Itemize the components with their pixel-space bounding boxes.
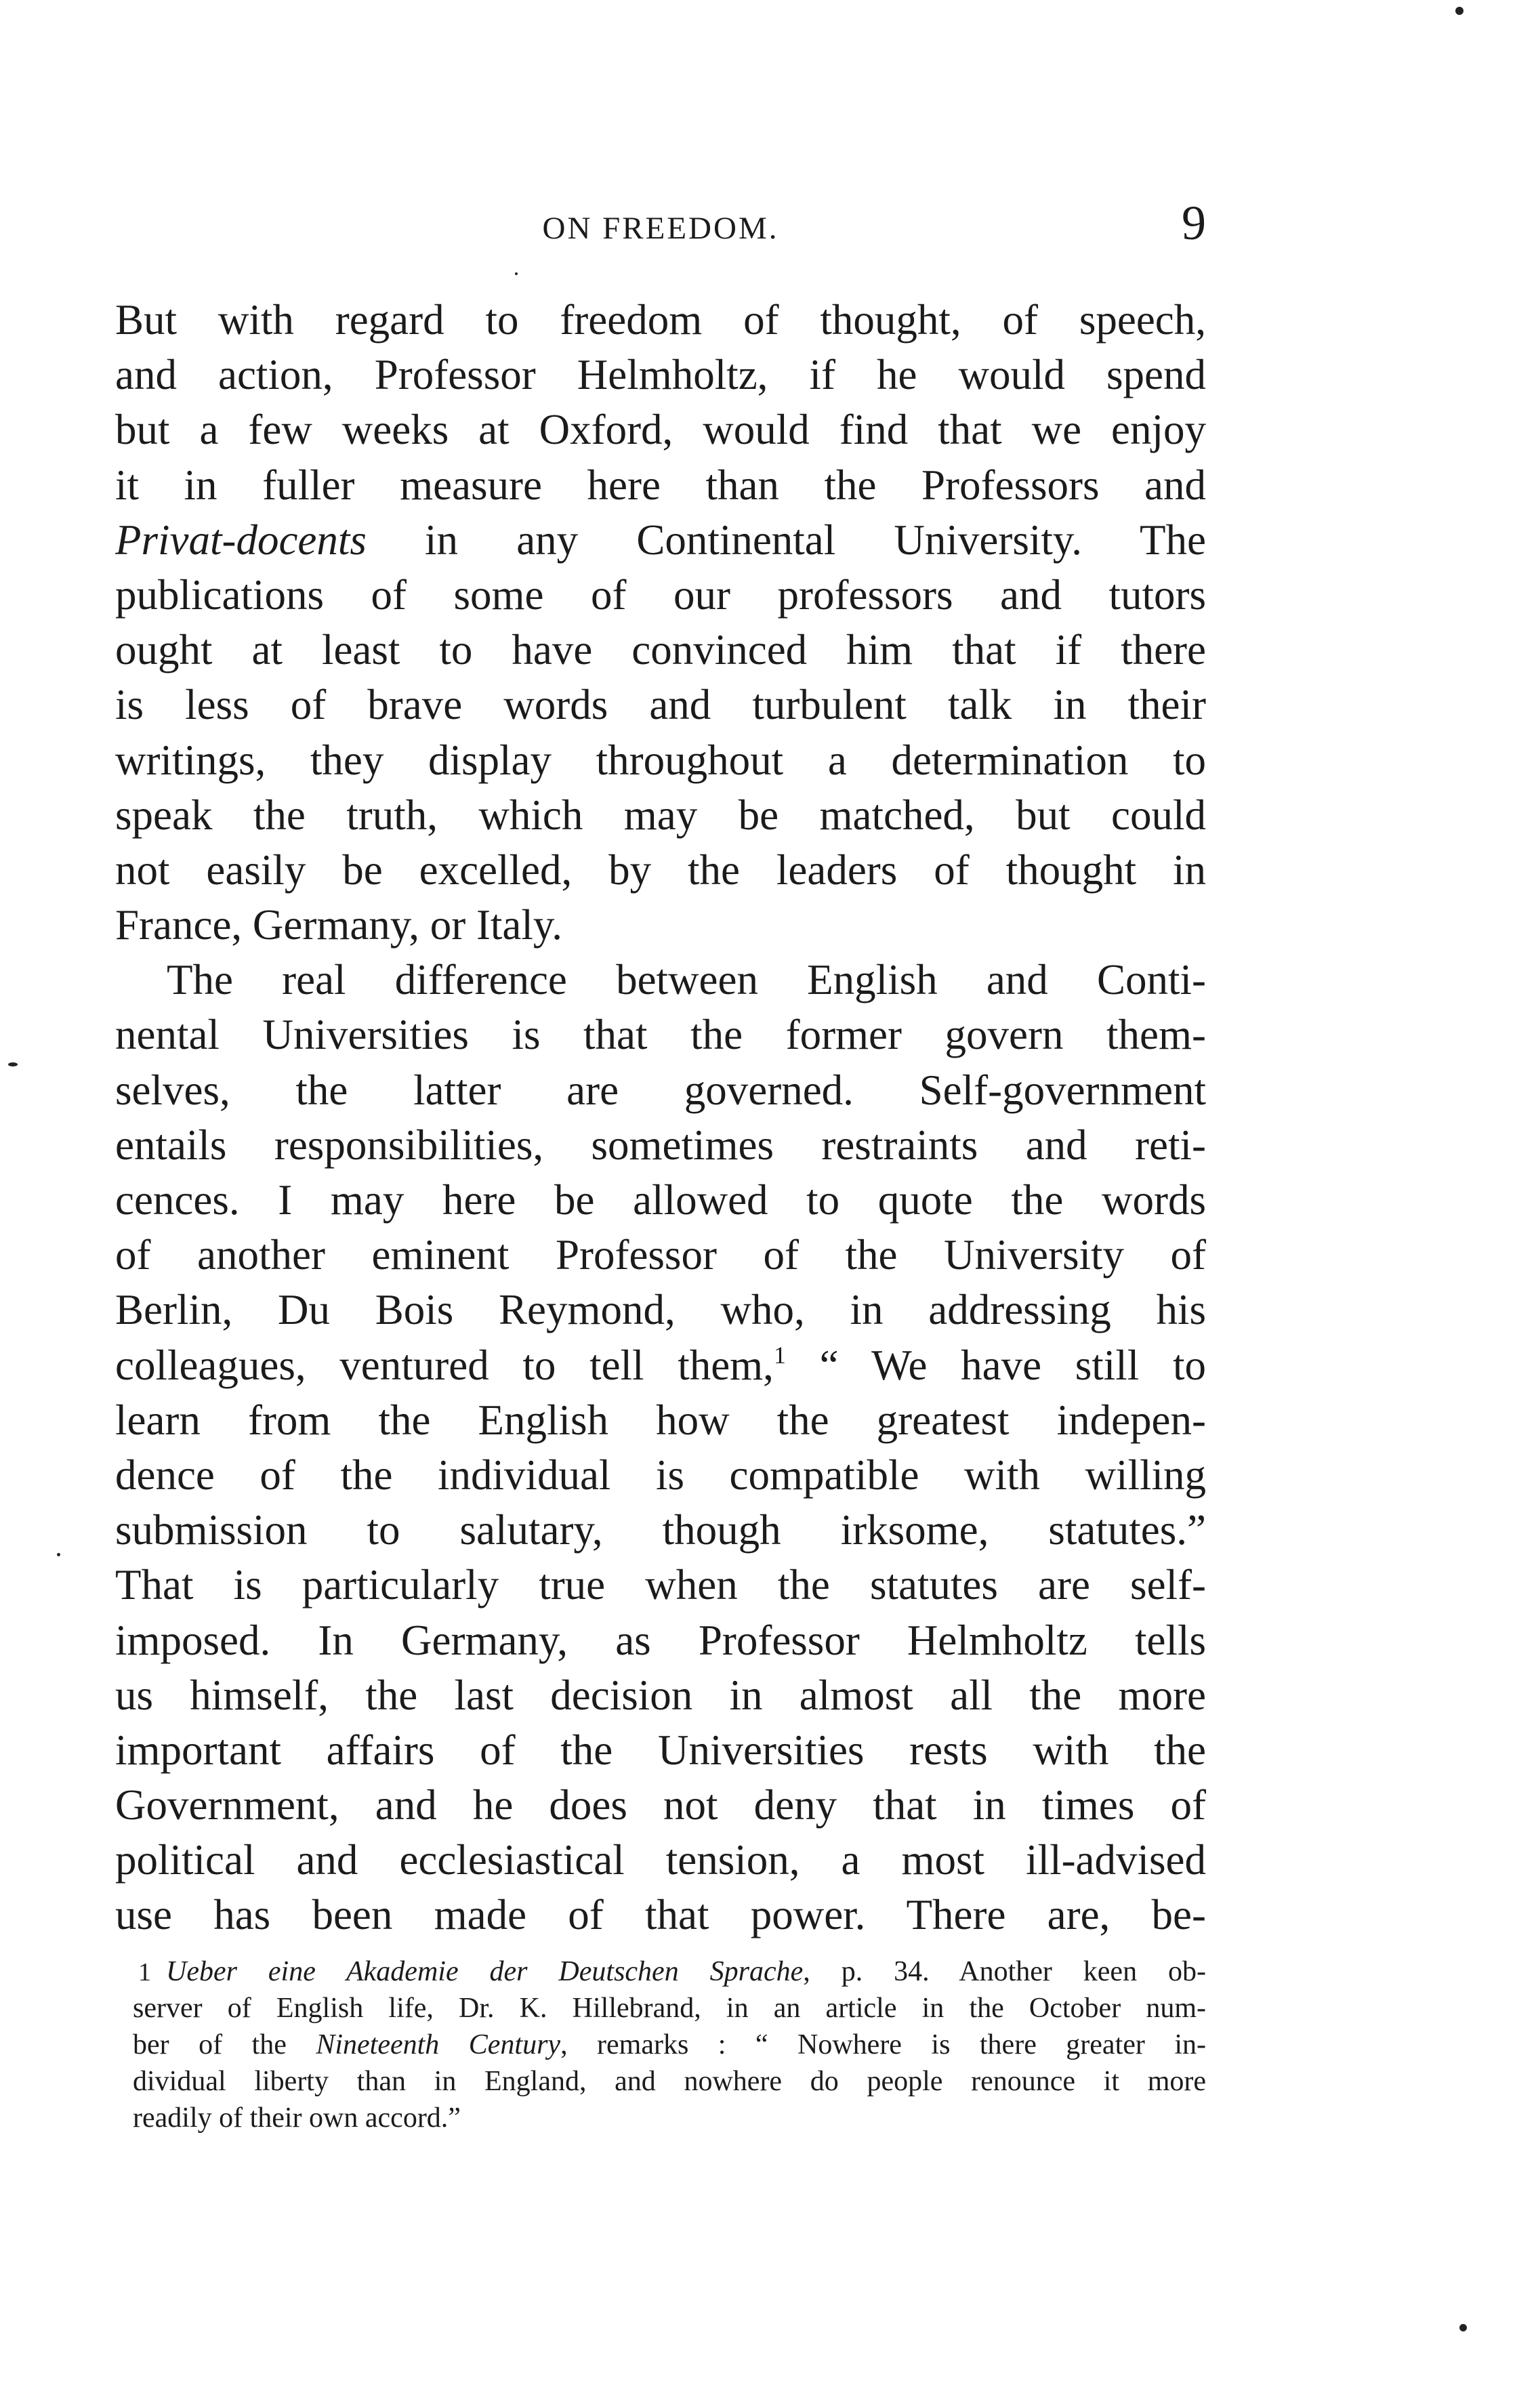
text-line [115,1228,1206,1283]
line-text: ber of the [133,2029,316,2060]
line-text: in any Continental University. The [366,516,1206,564]
text-line [115,898,1206,953]
footnote-reference: 1 [773,1341,786,1369]
line-text: Government, and he does not deny that in times of [115,1781,1206,1829]
text-line [115,513,1206,568]
text-line [115,1173,1206,1228]
line-text: submission to salutary, though irksome, statutes.” [115,1506,1206,1554]
text-line [115,402,1206,457]
line-text: Berlin, Du Bois Reymond, who, in addressing his [115,1286,1206,1334]
footnote-line [133,2100,1206,2136]
line-text: us himself, the last decision in almost all the more [115,1671,1206,1719]
line-text: dividual liberty than in England, and nowhere do people renounce it more [133,2066,1206,2097]
footnote-line [133,2063,1206,2100]
scan-speck [8,1062,18,1066]
scan-speck [1459,2324,1467,2331]
scan-speck [515,272,518,275]
text-line [115,1063,1206,1118]
footnote-line [133,1953,1206,1990]
text-line [115,1668,1206,1723]
text-line [115,1778,1206,1833]
text-line [115,348,1206,402]
line-text: dence of the individual is compatible with willing [115,1451,1206,1499]
text-line [115,1503,1206,1558]
line-text: , remarks : “ Nowhere is there greater in- [560,2029,1206,2060]
line-text: But with regard to freedom of thought, of speech, [115,296,1206,344]
footnote-marker: 1 [138,1958,151,1987]
line-text: of another eminent Professor of the University of [115,1231,1206,1279]
text-line [115,1613,1206,1668]
line-text: but a few weeks at Oxford, would find that we enjoy [115,406,1206,454]
text-line [115,788,1206,843]
body-text [115,293,1206,1943]
line-text: The real difference between English and Conti- [167,956,1206,1004]
text-line [115,733,1206,788]
line-text: entails responsibilities, sometimes restraints and reti- [115,1121,1206,1169]
scan-speck [57,1553,60,1556]
text-line [115,1008,1206,1062]
line-text: cences. I may here be allowed to quote the words [115,1176,1206,1224]
text-line [115,1888,1206,1943]
line-text: That is particularly true when the statutes are self- [115,1561,1206,1609]
line-text: “ We have still to [785,1341,1206,1389]
line-text: France, Germany, or Italy. [115,901,563,949]
line-text: use has been made of that power. There are, be- [115,1891,1206,1939]
text-line [115,458,1206,513]
text-line [115,568,1206,623]
page-header [115,195,1206,256]
line-text: is less of brave words and turbulent talk in their [115,681,1206,729]
line-text: not easily be excelled, by the leaders of thought in [115,846,1206,894]
line-text: it in fuller measure here than the Professors and [115,461,1206,509]
italic-text: Privat-docents [115,516,367,564]
footnote-line [133,2027,1206,2063]
line-text: speak the truth, which may be matched, but could [115,791,1206,839]
text-line [115,678,1206,732]
running-head: ON FREEDOM. [542,211,779,246]
text-line [115,293,1206,348]
italic-text: Nineteenth Century [316,2029,561,2060]
page-number: 9 [1182,196,1206,250]
text-line [115,843,1206,898]
text-line [115,1723,1206,1778]
line-text: colleagues, ventured to tell them, [115,1341,774,1389]
text-line [115,1448,1206,1503]
text-line [115,1118,1206,1173]
line-text: readily of their own accord.” [133,2102,461,2134]
line-text: nental Universities is that the former govern them- [115,1011,1206,1059]
italic-text: Ueber eine Akademie der Deutschen Sprache [166,1956,804,1987]
line-text: and action, Professor Helmholtz, if he would spend [115,351,1206,399]
text-line [115,1338,1206,1393]
text-line [115,1283,1206,1337]
text-line [115,1393,1206,1448]
text-line [115,953,1206,1008]
line-text: publications of some of our professors and tutors [115,570,1206,619]
line-text: learn from the English how the greatest indepen- [115,1396,1206,1444]
line-text: ought at least to have convinced him that if there [115,626,1206,674]
scan-speck [1455,7,1464,15]
line-text: imposed. In Germany, as Professor Helmholtz tells [115,1616,1206,1664]
text-line [115,623,1206,678]
line-text: political and ecclesiastical tension, a most ill-advised [115,1836,1206,1884]
text-line [115,1558,1206,1613]
line-text: writings, they display throughout a determination to [115,736,1206,784]
text-line [115,1833,1206,1888]
line-text: , p. 34. Another keen ob- [803,1956,1206,1987]
footnote-line [133,1990,1206,2027]
line-text: server of English life, Dr. K. Hillebrand, in an article in the October num- [133,1993,1206,2024]
line-text: important affairs of the Universities rests with the [115,1726,1206,1774]
line-text: selves, the latter are governed. Self-government [115,1066,1206,1114]
footnotes [133,1953,1206,2136]
